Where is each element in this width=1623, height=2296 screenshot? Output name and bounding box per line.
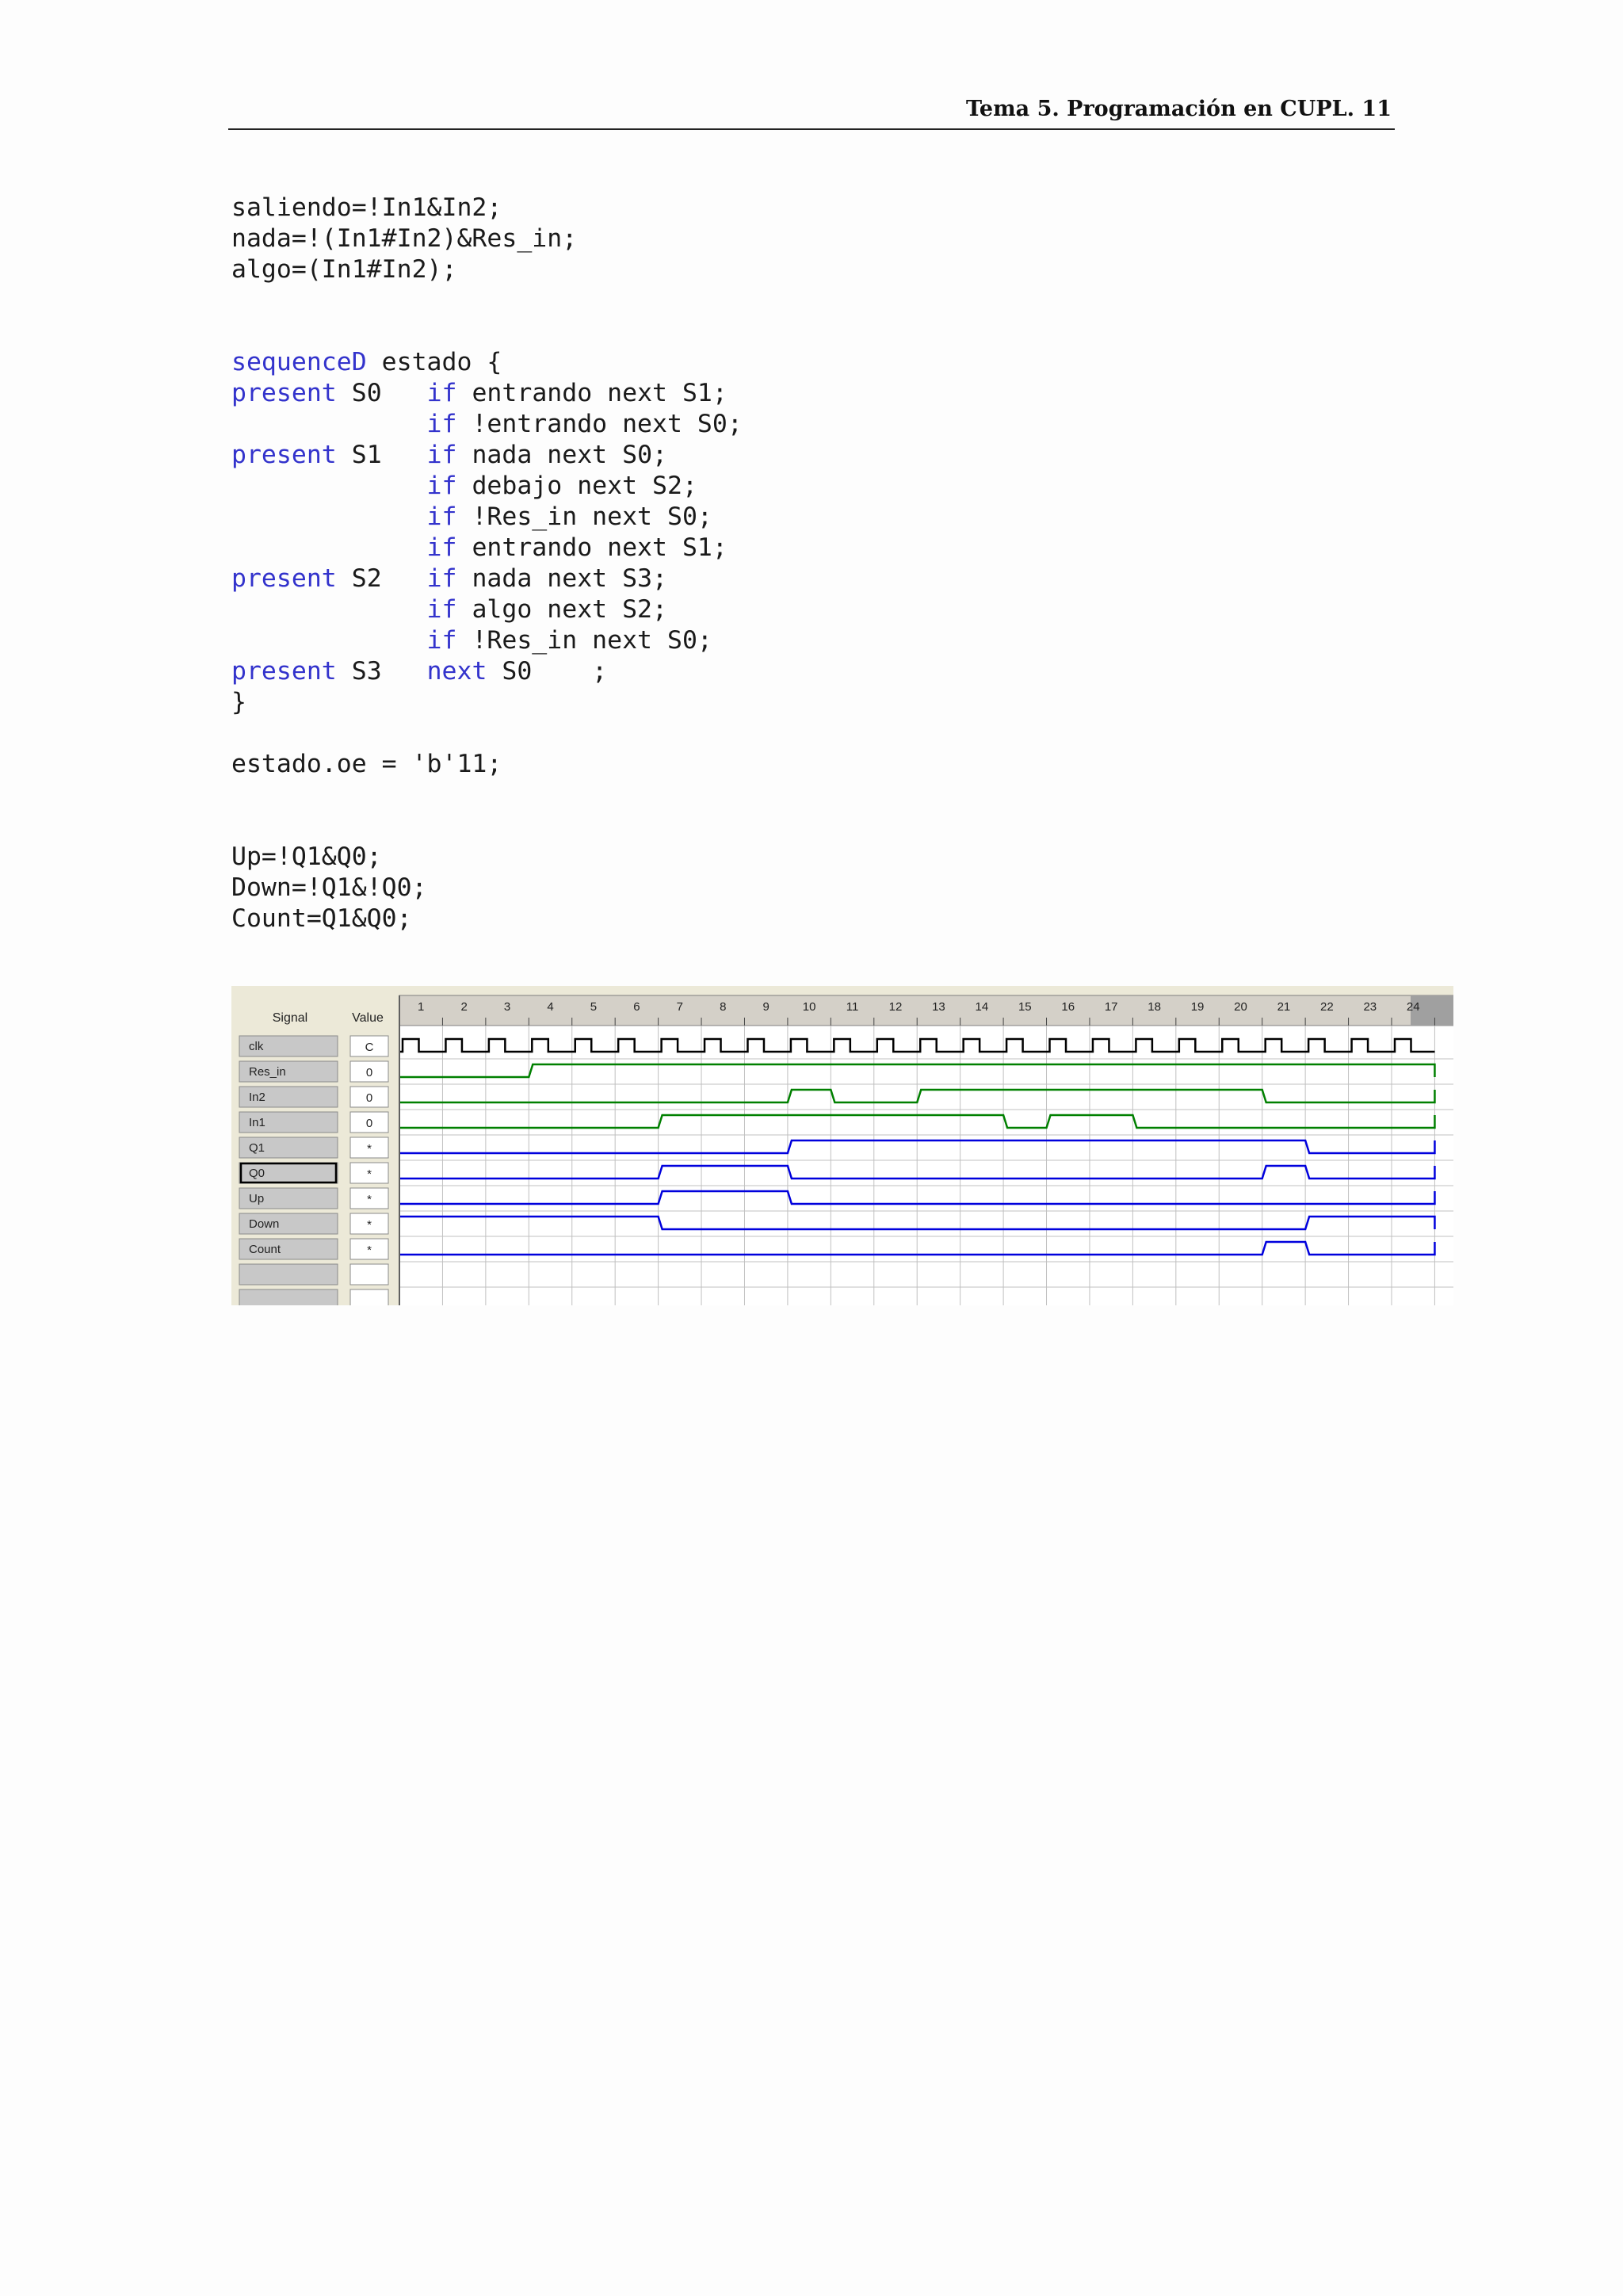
code-text: S2 bbox=[336, 564, 427, 593]
code-line bbox=[231, 811, 743, 842]
tick-label: 2 bbox=[460, 1000, 468, 1014]
code-text bbox=[231, 472, 427, 500]
code-text: S0 ; bbox=[487, 657, 608, 686]
code-line bbox=[231, 223, 743, 254]
tick-label: 7 bbox=[676, 1000, 683, 1014]
signal-value: 0 bbox=[365, 1066, 373, 1079]
code-line bbox=[231, 193, 743, 223]
waveform-canvas bbox=[231, 986, 1453, 1305]
code-line bbox=[231, 378, 743, 409]
code-keyword: if bbox=[426, 533, 457, 562]
code-keyword: present bbox=[231, 564, 337, 593]
tick-label: 19 bbox=[1190, 1000, 1205, 1014]
code-line bbox=[231, 687, 743, 718]
code-keyword: if bbox=[426, 441, 457, 469]
signal-name-in1: In1 bbox=[249, 1116, 265, 1129]
signal-value: C bbox=[365, 1041, 374, 1054]
code-line bbox=[231, 780, 743, 811]
tick-label: 6 bbox=[633, 1000, 640, 1014]
code-line bbox=[231, 440, 743, 471]
tick-label: 5 bbox=[590, 1000, 598, 1014]
code-text: debajo next S2; bbox=[456, 472, 697, 500]
code-text: estado { bbox=[366, 348, 502, 376]
code-line bbox=[231, 563, 743, 594]
code-keyword: if bbox=[426, 595, 457, 624]
code-text bbox=[231, 626, 427, 655]
tick-label: 13 bbox=[932, 1000, 945, 1014]
code-keyword: if bbox=[426, 410, 457, 438]
signal-value: * bbox=[367, 1218, 372, 1232]
code-keyword: if bbox=[426, 379, 457, 407]
code-text: nada=!(In1#In2)&Res_in; bbox=[231, 224, 578, 253]
signal-name-in2: In2 bbox=[249, 1091, 265, 1104]
code-keyword: if bbox=[426, 472, 457, 500]
code-text: S3 bbox=[336, 657, 427, 686]
code-keyword: present bbox=[231, 441, 337, 469]
tick-label: 24 bbox=[1406, 1000, 1420, 1014]
tick-label: 23 bbox=[1363, 1000, 1377, 1014]
code-text bbox=[231, 502, 427, 531]
code-line bbox=[231, 347, 743, 378]
tick-label: 16 bbox=[1061, 1000, 1075, 1014]
code-text: Down=!Q1&!Q0; bbox=[231, 873, 427, 902]
code-keyword: next bbox=[426, 657, 487, 686]
tick-label: 18 bbox=[1148, 1000, 1161, 1014]
signal-name-cell[interactable] bbox=[239, 1289, 338, 1305]
code-keyword: sequenceD bbox=[231, 348, 367, 376]
tick-label: 17 bbox=[1104, 1000, 1118, 1014]
code-text: Up=!Q1&Q0; bbox=[231, 842, 382, 871]
code-keyword: if bbox=[426, 626, 457, 655]
code-text: !Res_in next S0; bbox=[456, 502, 712, 531]
signal-value: 0 bbox=[365, 1091, 373, 1105]
signal-column-header: Signal bbox=[272, 1011, 308, 1025]
code-line bbox=[231, 625, 743, 656]
code-line bbox=[231, 533, 743, 563]
tick-label: 21 bbox=[1277, 1000, 1291, 1014]
signal-name-q0: Q0 bbox=[249, 1167, 265, 1180]
code-text: algo next S2; bbox=[456, 595, 667, 624]
code-text: nada next S0; bbox=[456, 441, 668, 469]
code-text bbox=[231, 595, 427, 624]
signal-value: * bbox=[367, 1244, 372, 1257]
code-text: !Res_in next S0; bbox=[456, 626, 712, 655]
signal-name-up: Up bbox=[249, 1192, 265, 1205]
code-line bbox=[231, 749, 743, 780]
waveform-area bbox=[399, 995, 1453, 1305]
signal-value: 0 bbox=[365, 1117, 373, 1130]
tick-label: 3 bbox=[503, 1000, 511, 1014]
signal-name-q1: Q1 bbox=[249, 1141, 265, 1155]
header-title: Tema 5. Programación en CUPL. 11 bbox=[965, 97, 1392, 121]
signal-name-cell[interactable] bbox=[239, 1264, 338, 1285]
tick-label: 20 bbox=[1234, 1000, 1247, 1014]
tick-label: 11 bbox=[846, 1000, 859, 1014]
code-text: estado.oe = 'b'11; bbox=[231, 750, 502, 778]
signal-value-cell bbox=[350, 1264, 388, 1285]
code-text: entrando next S1; bbox=[456, 533, 727, 562]
signal-value-cell bbox=[350, 1289, 388, 1305]
code-line bbox=[231, 594, 743, 625]
code-listing bbox=[231, 193, 743, 934]
signal-name-count: Count bbox=[249, 1243, 281, 1256]
code-line bbox=[231, 254, 743, 285]
signal-name-down: Down bbox=[249, 1217, 280, 1231]
code-text: !entrando next S0; bbox=[456, 410, 743, 438]
tick-ruler bbox=[399, 995, 1453, 1026]
code-keyword: present bbox=[231, 379, 337, 407]
tick-label: 12 bbox=[888, 1000, 903, 1014]
code-line bbox=[231, 471, 743, 502]
code-text: entrando next S1; bbox=[456, 379, 727, 407]
tick-label: 14 bbox=[975, 1000, 989, 1014]
code-text: nada next S3; bbox=[456, 564, 668, 593]
tick-label: 1 bbox=[418, 1000, 425, 1014]
code-text: Count=Q1&Q0; bbox=[231, 904, 412, 933]
code-text: S0 bbox=[336, 379, 427, 407]
code-text bbox=[231, 410, 427, 438]
signal-name-clk: clk bbox=[249, 1040, 264, 1053]
code-line bbox=[231, 842, 743, 873]
signal-value: * bbox=[367, 1142, 372, 1156]
code-keyword: if bbox=[426, 502, 457, 531]
tick-label: 10 bbox=[802, 1000, 816, 1014]
waveform-simulator bbox=[231, 986, 1453, 1305]
tick-label: 15 bbox=[1018, 1000, 1032, 1014]
code-text bbox=[231, 533, 427, 562]
tick-label: 9 bbox=[762, 1000, 769, 1014]
signal-value: * bbox=[367, 1167, 372, 1181]
signal-value: * bbox=[367, 1193, 372, 1206]
tick-label: 4 bbox=[547, 1000, 554, 1014]
code-line bbox=[231, 904, 743, 934]
code-line bbox=[231, 316, 743, 347]
code-line bbox=[231, 409, 743, 440]
code-line bbox=[231, 873, 743, 904]
code-keyword: if bbox=[426, 564, 457, 593]
code-keyword: present bbox=[231, 657, 337, 686]
code-line bbox=[231, 656, 743, 687]
code-text: } bbox=[231, 688, 246, 716]
code-line bbox=[231, 285, 743, 316]
tick-label: 8 bbox=[720, 1000, 727, 1014]
code-line bbox=[231, 718, 743, 749]
code-text: algo=(In1#In2); bbox=[231, 255, 457, 284]
tick-label: 22 bbox=[1320, 1000, 1334, 1014]
code-text: saliendo=!In1&In2; bbox=[231, 193, 502, 222]
value-column-header: Value bbox=[352, 1011, 384, 1025]
signal-name-res-in: Res_in bbox=[249, 1065, 286, 1079]
code-line bbox=[231, 502, 743, 533]
page-header bbox=[228, 94, 1395, 130]
code-text: S1 bbox=[336, 441, 427, 469]
